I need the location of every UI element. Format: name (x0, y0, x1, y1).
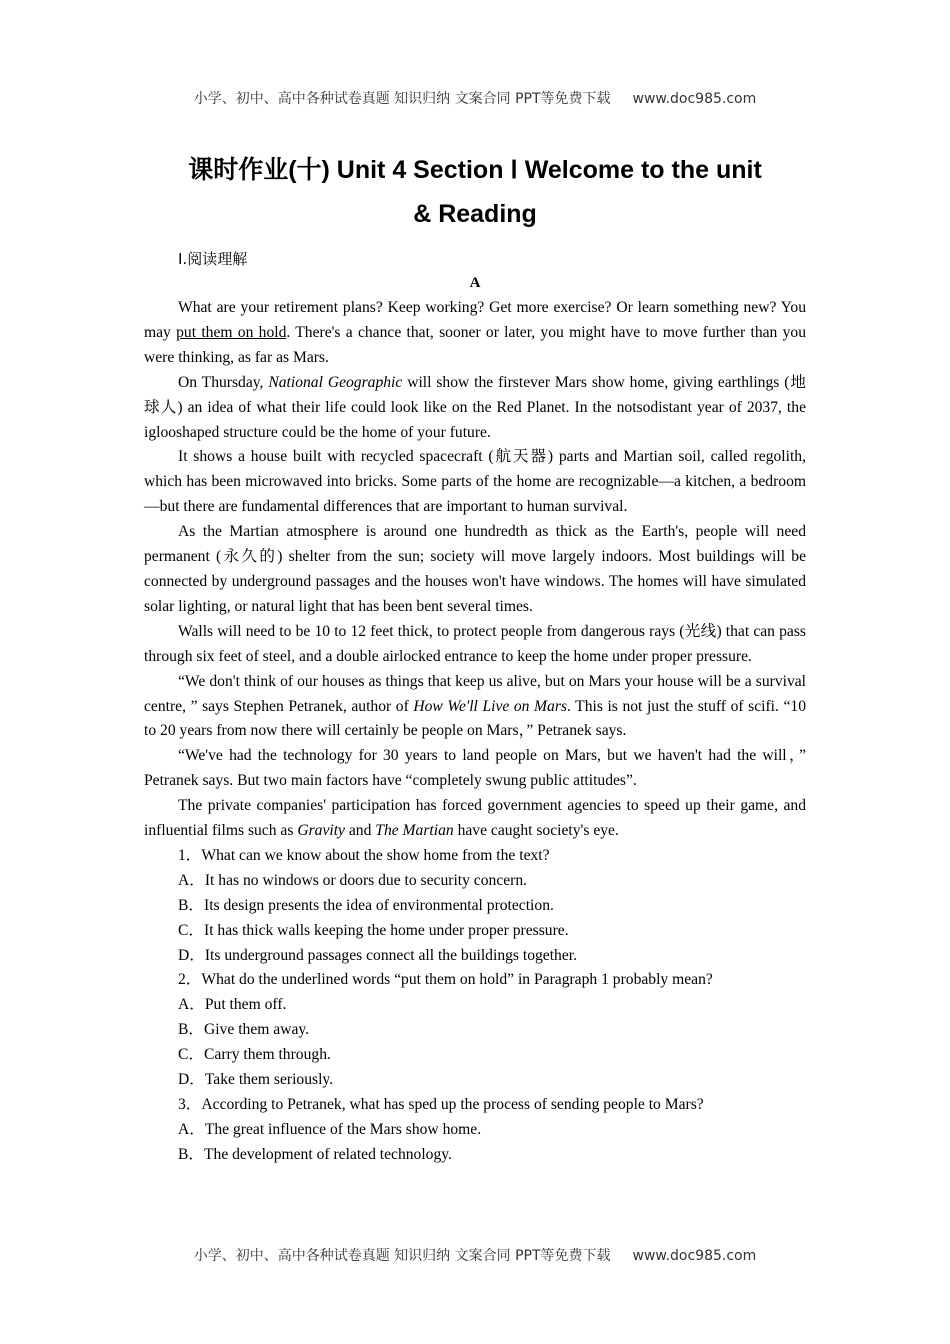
question-3: 3．According to Petranek, what has sped up the process of sending people to Mars? (178, 1096, 704, 1113)
header-text: 小学、初中、高中各种试卷真题 知识归纳 文案合同 PPT等免费下载 (193, 91, 611, 107)
option-2a: A．Put them off. (178, 996, 287, 1014)
section-heading: Ⅰ.阅读理解 (178, 250, 248, 268)
option-2b: B．Give them away. (178, 1021, 310, 1039)
option-2c: C．Carry them through. (178, 1046, 331, 1064)
page-title-line2: & Reading (413, 200, 537, 228)
page-title-line1: 课时作业(十) Unit 4 Section Ⅰ Welcome to the unit (188, 156, 762, 184)
page-footer (0, 1245, 950, 1265)
option-1c: C．It has thick walls keeping the home under proper pressure. (178, 921, 569, 939)
paragraph-1: What are your retirement plans? Keep working? Get more exercise? Or learn something new? You may put them on hold. There's a chance that, sooner or later, you might have to move further than you were thinking, as far as Mars. (144, 299, 806, 366)
paragraph-8: The private companies' participation has forced government agencies to speed up their game, and influential films such as Gravity and The Martian have caught society's eye. (144, 797, 806, 840)
paragraph-5: Walls will need to be 10 to 12 feet thick, to protect people from dangerous rays (光线) that can pass through six feet of steel, and a double airlocked entrance to keep the home under proper pressure. (144, 622, 806, 665)
footer-site-link[interactable]: www.doc985.com (632, 1248, 757, 1264)
option-1b: B．Its design presents the idea of environmental protection. (178, 896, 554, 914)
option-3b: B．The development of related technology. (178, 1145, 452, 1163)
paragraph-4: As the Martian atmosphere is around one hundredth as thick as the Earth's, people will need permanent (永久的) shelter from the sun; society will move largely indoors. Most buildings will be connected by underground passages and the houses won't have windows. The homes will have simulated solar lighting, or natural light that has been bent several times. (144, 523, 806, 615)
header-site-link[interactable]: www.doc985.com (632, 91, 757, 107)
option-1d: D．Its underground passages connect all the buildings together. (178, 946, 578, 964)
paragraph-6: “We don't think of our houses as things that keep us alive, but on Mars your house will be a survival centre, ” says Stephen Petranek, author of How We'll Live on Mars. This is not just the stuff of scifi. “10 to 20 years from now there will certainly be people on Mars，” Petranek says. (144, 672, 806, 740)
option-3a: A．The great influence of the Mars show home. (178, 1120, 482, 1138)
passage-body (144, 296, 806, 1168)
footer-text: 小学、初中、高中各种试卷真题 知识归纳 文案合同 PPT等免费下载 (193, 1248, 611, 1264)
paragraph-3: It shows a house built with recycled spacecraft (航天器) parts and Martian soil, called regolith, which has been microwaved into bricks. Some parts of the home are recognizable—a kitchen, a bedroom—but there are fundamental differences that are important to human survival. (144, 448, 806, 516)
passage-label: A (469, 275, 481, 291)
paragraph-7: “We've had the technology for 30 years to land people on Mars, but we haven't had the will，” Petranek says. But two main factors have “completely swung public attitudes”. (144, 747, 806, 790)
option-2d: D．Take them seriously. (178, 1071, 334, 1089)
question-1: 1．What can we know about the show home from the text? (178, 846, 550, 864)
page-header (0, 88, 950, 108)
underlined-phrase: put them on hold (176, 323, 287, 341)
paragraph-2: On Thursday, National Geographic will show the firstever Mars show home, giving earthlings (地球人) an idea of what their life could look like on the Red Planet. In the notsodistant year of 2037, the iglooshaped structure could be the home of your future. (144, 373, 806, 441)
question-2: 2．What do the underlined words “put them on hold” in Paragraph 1 probably mean? (178, 971, 713, 989)
option-1a: A．It has no windows or doors due to security concern. (178, 871, 528, 889)
